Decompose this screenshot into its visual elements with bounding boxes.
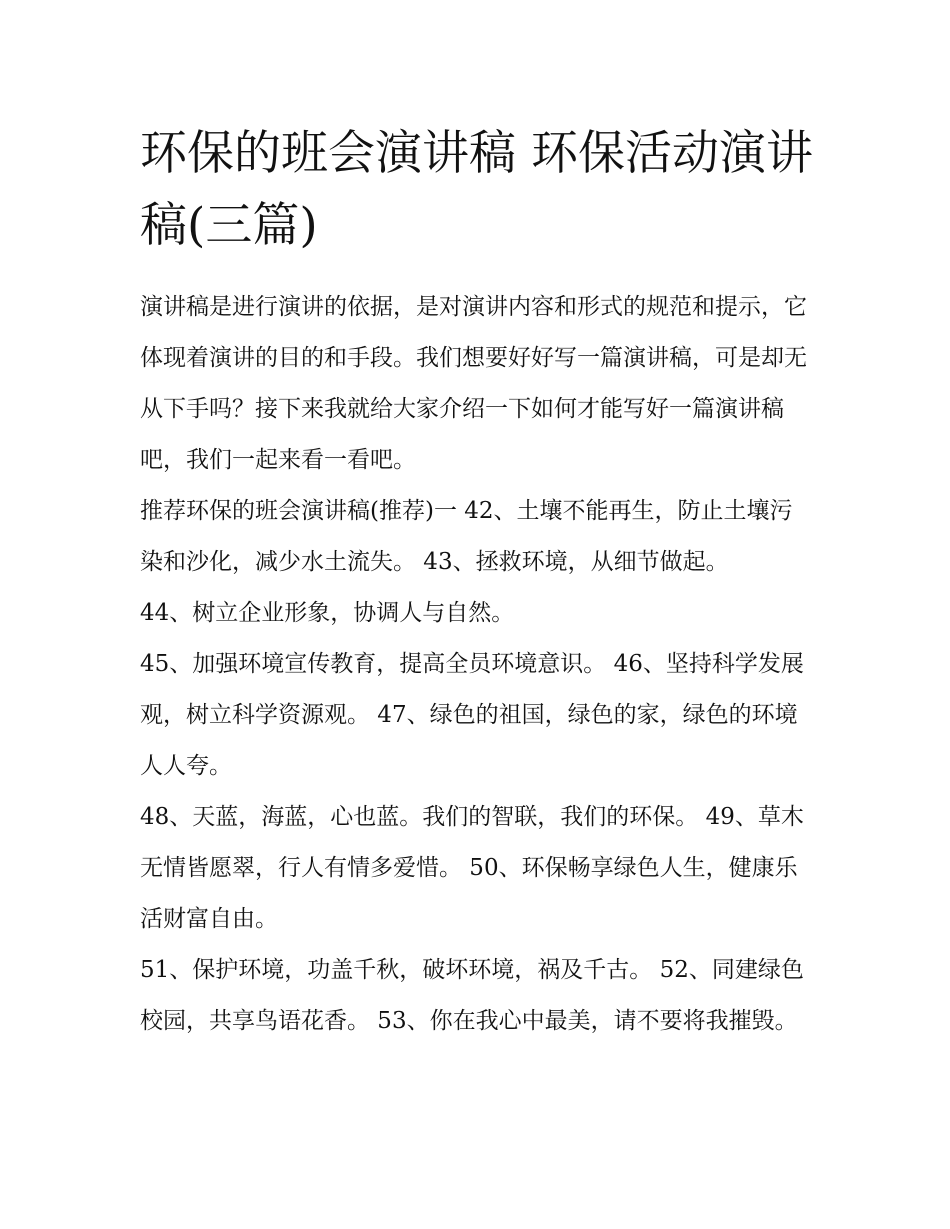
paragraph-slogans-48-50: 48、天蓝，海蓝，心也蓝。我们的智联，我们的环保。 49、草木无情皆愿翠，行人有情多爱惜。 50、环保畅享绿色人生，健康乐活财富自由。 <box>140 804 804 932</box>
paragraph-slogans-51-53: 51、保护环境，功盖千秋，破坏环境，祸及千古。 52、同建绿色校园，共享鸟语花香。 53、你在我心中最美，请不要将我摧毁。 <box>140 957 804 1034</box>
paragraph-slogans-45-47: 45、加强环境宣传教育，提高全员环境意识。 46、坚持科学发展观，树立科学资源观。 47、绿色的祖国，绿色的家，绿色的环境人人夸。 <box>140 651 804 779</box>
document-title: 环保的班会演讲稿 环保活动演讲稿(三篇) <box>140 126 813 253</box>
paragraph-slogans-42-43: 推荐环保的班会演讲稿(推荐)一 42、土壤不能再生，防止土壤污染和沙化，减少水土流失。 43、拯救环境，从细节做起。 <box>140 498 793 575</box>
paragraph-slogan-44: 44、树立企业形象，协调人与自然。 <box>140 600 515 626</box>
document-body <box>140 282 814 1047</box>
paragraph-intro: 演讲稿是进行演讲的依据，是对演讲内容和形式的规范和提示，它体现着演讲的目的和手段。我们想要好好写一篇演讲稿，可是却无从下手吗？接下来我就给大家介绍一下如何才能写好一篇演讲稿吧，我们一起来看一看吧。 <box>140 294 807 473</box>
